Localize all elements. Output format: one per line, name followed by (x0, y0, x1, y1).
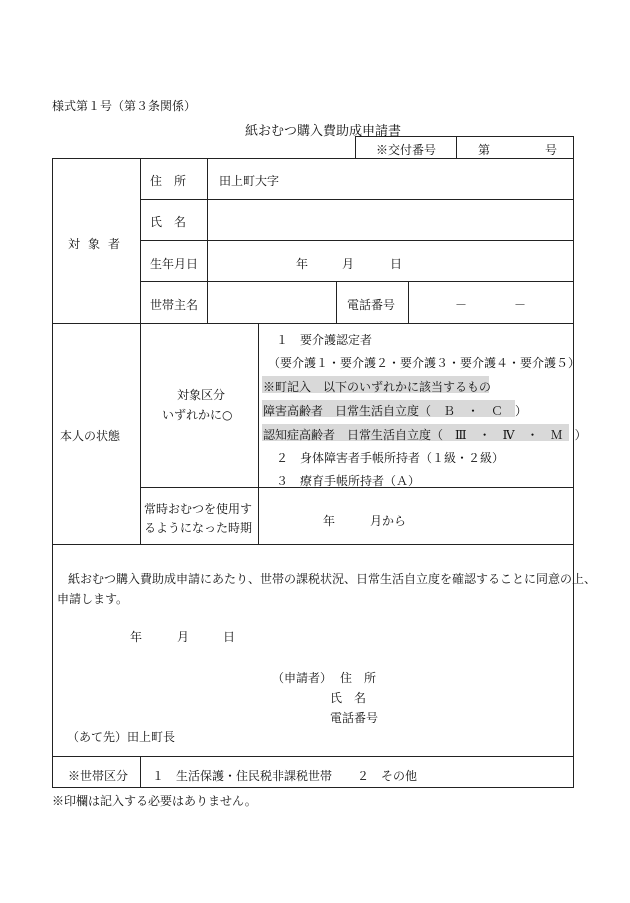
option-care-certified[interactable]: １ 要介護認定者 (276, 333, 373, 347)
diaper-start-label-line2: るようになった時期 (144, 521, 253, 535)
birth-month-unit: 月 (342, 257, 355, 271)
diaper-start-label-line1: 常時おむつを使用す (144, 502, 253, 516)
applicant-name-label: 氏 名 (330, 691, 367, 705)
option-physical-disability[interactable]: ２ 身体障害者手帳所持者（１級・２級） (276, 451, 505, 465)
phone-label: 電話番号 (347, 298, 396, 312)
name-field[interactable] (219, 213, 569, 229)
elderly-disabled-level[interactable]: 障害高齢者 日常生活自立度（ Ｂ ・ Ｃ ） (263, 404, 528, 418)
consent-text-line1: 紙おむつ購入費助成申請にあたり、世帯の課税状況、日常生活自立度を確認することに同意の上、 (68, 572, 597, 586)
town-note: ※町記入 以下のいずれかに該当するもの (263, 380, 492, 394)
applicant-label: （申請者） (272, 671, 333, 685)
subject-section-label: 対象者 (68, 237, 129, 251)
applicant-address-label: 住 所 (340, 671, 377, 685)
household-category-option-2[interactable]: ２ その他 (357, 769, 418, 783)
dementia-elderly-level[interactable]: 認知症高齢者 日常生活自立度（ Ⅲ ・ Ⅳ ・ Ｍ ） (263, 428, 587, 442)
option-rehabilitation-handbook[interactable]: ３ 療育手帳所持者（Ａ） (276, 474, 421, 488)
phone-dash-2: － (514, 298, 527, 312)
form-number: 様式第１号（第３条関係） (52, 99, 197, 113)
phone-dash-1: － (455, 298, 468, 312)
household-head-label: 世帯主名 (150, 298, 199, 312)
issue-number-label: ※交付番号 (376, 143, 437, 157)
application-day-unit: 日 (223, 630, 236, 644)
category-label-line2: いずれかに○ (162, 408, 233, 422)
status-section-label: 本人の状態 (60, 429, 121, 443)
issue-number-suffix: 号 (545, 143, 558, 157)
name-label: 氏 名 (150, 215, 187, 229)
application-year-unit: 年 (130, 630, 143, 644)
household-category-label: ※世帯区分 (68, 769, 129, 783)
issue-number-prefix: 第 (478, 143, 491, 157)
category-label-line1: 対象区分 (177, 388, 226, 402)
diaper-start-month-unit: 月から (370, 514, 407, 528)
birth-day-unit: 日 (390, 257, 403, 271)
footnote: ※印欄は記入する必要はありません。 (52, 794, 257, 808)
household-head-field[interactable] (212, 296, 332, 312)
option-care-levels[interactable]: （要介護１・要介護２・要介護３・要介護４・要介護５） (268, 356, 581, 370)
birth-year-unit: 年 (296, 257, 309, 271)
addressee: （あて先）田上町長 (67, 730, 176, 744)
form-title: 紙おむつ購入費助成申請書 (245, 124, 402, 139)
application-month-unit: 月 (177, 630, 190, 644)
address-label: 住 所 (150, 174, 187, 188)
address-field[interactable]: 田上町大字 (219, 174, 280, 188)
birth-date-label: 生年月日 (150, 257, 199, 271)
consent-text-line2: 申請します。 (57, 592, 129, 606)
diaper-start-year-unit: 年 (323, 514, 336, 528)
applicant-phone-label: 電話番号 (330, 711, 379, 725)
household-category-option-1[interactable]: １ 生活保護・住民税非課税世帯 (152, 769, 333, 783)
